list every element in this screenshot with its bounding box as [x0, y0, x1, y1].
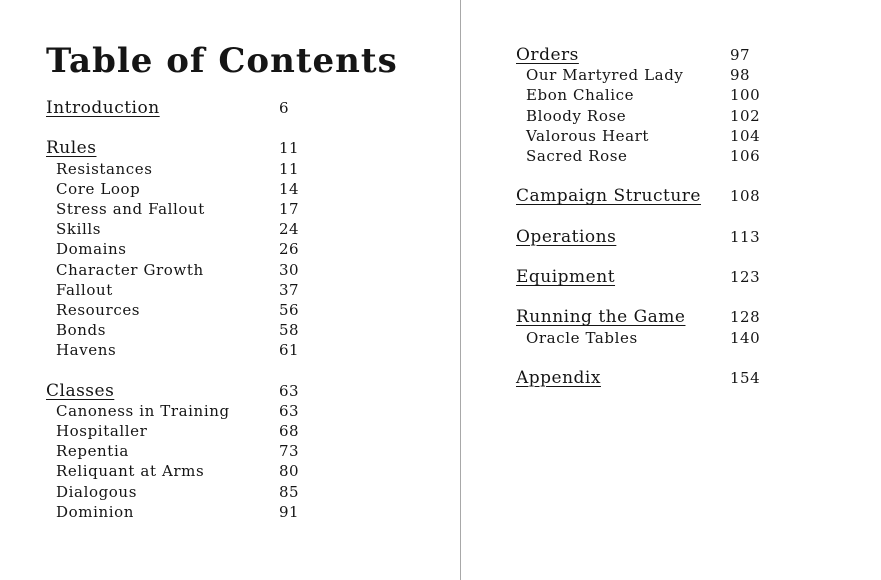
- toc-entry-title: Core Loop: [56, 179, 141, 198]
- toc-page-number: 91: [279, 502, 300, 521]
- toc-page-number: 56: [279, 300, 300, 319]
- toc-page-number: 102: [730, 106, 761, 125]
- toc-section-title: Introduction: [46, 98, 160, 118]
- toc-section-title: Appendix: [516, 368, 601, 388]
- toc-page-number: 61: [279, 341, 300, 360]
- toc-section-title: Classes: [46, 380, 115, 401]
- toc-page-number: 68: [279, 422, 300, 440]
- toc-entry-title: Canoness in Training: [56, 401, 230, 420]
- toc-page-number: 63: [279, 381, 300, 400]
- page-title: Table of Contents: [46, 41, 398, 81]
- toc-entry-title: Valorous Heart: [526, 126, 650, 145]
- toc-entry-title: Ebon Chalice: [526, 86, 635, 105]
- toc-page-number: 85: [279, 482, 300, 501]
- toc-section-title: Campaign Structure: [516, 186, 701, 207]
- toc-entry-title: Domains: [56, 240, 127, 259]
- toc-entry-title: Repentia: [56, 442, 129, 461]
- toc-page-number: 108: [730, 187, 761, 206]
- toc-page-number: 113: [730, 227, 761, 246]
- toc-entry-title: Sacred Rose: [526, 146, 628, 165]
- toc-section-title: Orders: [516, 45, 579, 65]
- toc-entry-title: Character Growth: [56, 260, 204, 279]
- toc-entry-title: Havens: [56, 341, 117, 360]
- toc-entry-title: Hospitaller: [56, 422, 148, 440]
- toc-page-number: 140: [730, 328, 761, 347]
- toc-page-number: 123: [730, 268, 761, 287]
- toc-section-title: Equipment: [516, 267, 616, 288]
- toc-page-number: 106: [730, 146, 761, 165]
- toc-entry-title: Resistances: [56, 159, 153, 178]
- toc-page-number: 97: [730, 46, 751, 64]
- toc-page-number: 24: [279, 220, 300, 239]
- toc-entry-title: Resources: [56, 300, 141, 319]
- toc-entry-title: Reliquant at Arms: [56, 462, 205, 481]
- toc-entry-title: Fallout: [56, 280, 113, 299]
- toc-section-title: Running the Game: [516, 307, 686, 328]
- toc-page-number: 128: [730, 308, 761, 327]
- toc-page-number: 100: [730, 86, 761, 105]
- toc-page-number: 11: [279, 139, 300, 158]
- toc-page-number: 104: [730, 126, 761, 145]
- toc-entry-title: Our Martyred Lady: [526, 66, 684, 85]
- toc-section-title: Rules: [46, 138, 97, 159]
- toc-page-number: 80: [279, 462, 300, 481]
- toc-page-number: 58: [279, 321, 300, 340]
- toc-page-number: 14: [279, 179, 300, 198]
- page-divider: [460, 0, 461, 580]
- toc-page-number: 11: [279, 159, 300, 178]
- toc-page-number: 37: [279, 280, 300, 299]
- toc-page-number: 63: [279, 401, 300, 420]
- toc-entry-title: Oracle Tables: [526, 328, 638, 347]
- toc-section-title: Operations: [516, 226, 617, 247]
- toc-entry-title: Dominion: [56, 502, 135, 521]
- toc-entry-title: Skills: [56, 220, 102, 239]
- toc-page-number: 154: [730, 369, 761, 387]
- toc-page-number: 30: [279, 260, 300, 279]
- toc-page-number: 98: [730, 66, 751, 85]
- toc-entry-title: Stress and Fallout: [56, 199, 205, 218]
- toc-page-number: 26: [279, 240, 300, 259]
- toc-page-number: 73: [279, 442, 300, 461]
- toc-entry-title: Bonds: [56, 321, 107, 340]
- toc-entry-title: Bloody Rose: [526, 106, 627, 125]
- toc-page-number: 17: [279, 199, 300, 218]
- toc-entry-title: Dialogous: [56, 482, 137, 501]
- toc-page-number: 6: [279, 99, 290, 117]
